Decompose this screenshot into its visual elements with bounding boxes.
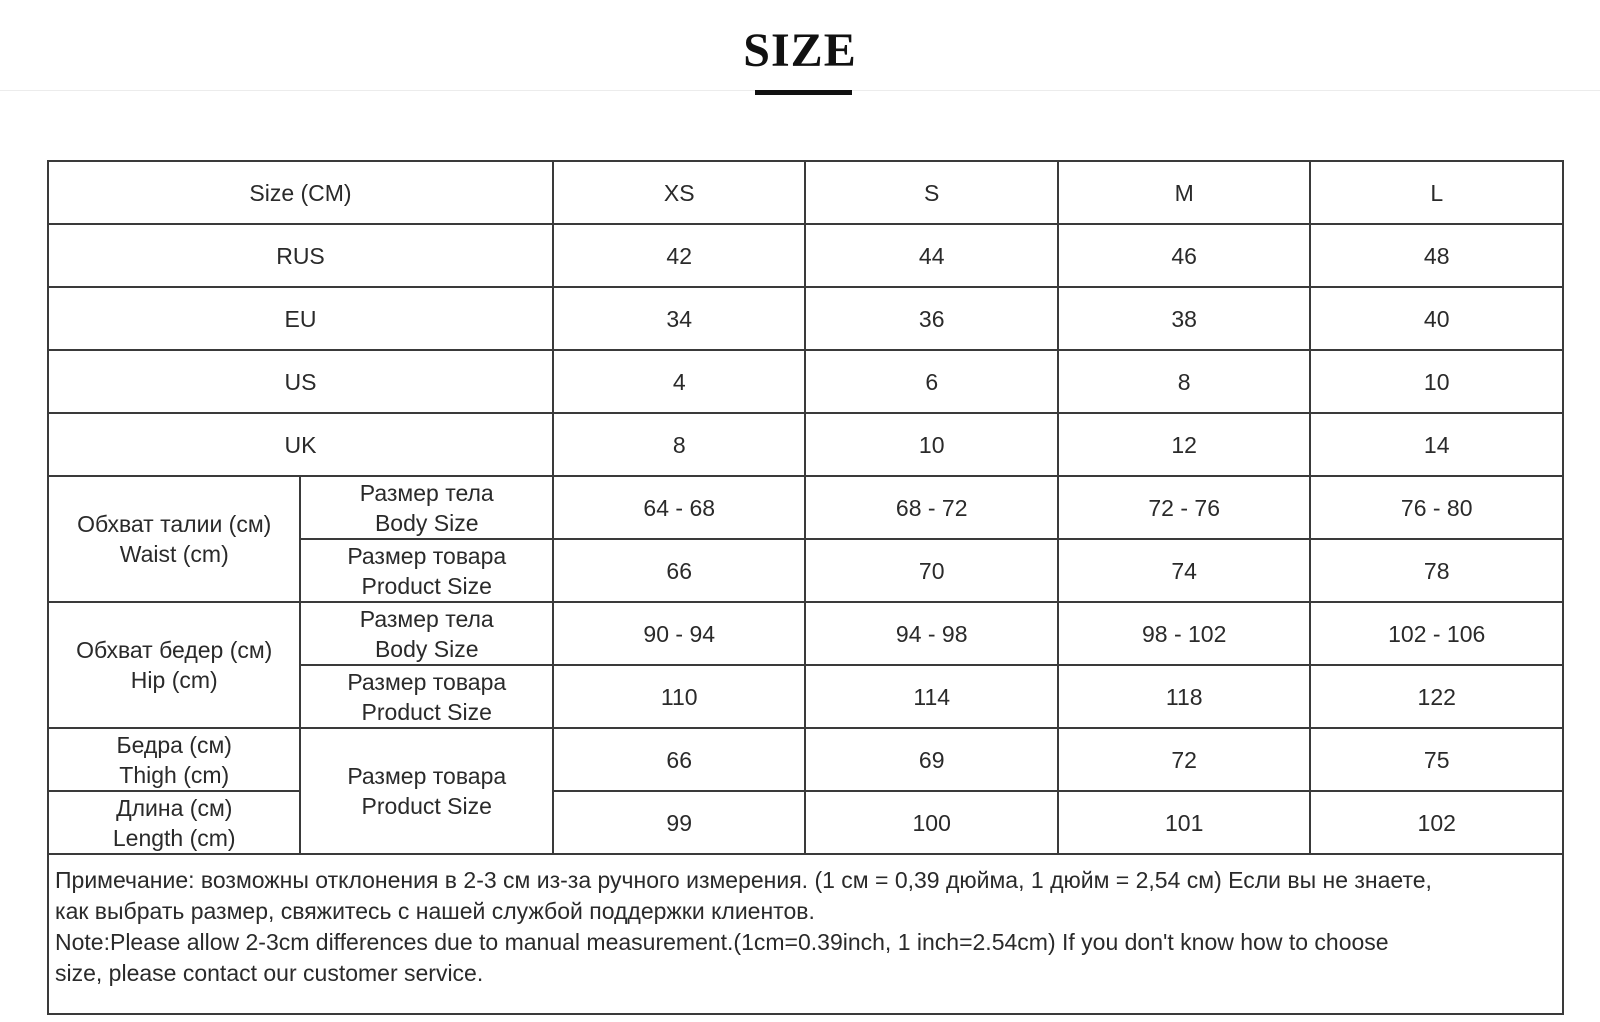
- table-cell: 36: [805, 287, 1057, 350]
- body-size-label: [300, 602, 553, 665]
- note-en-line-1: Note:Please allow 2-3cm differences due to manual measurement.(1cm=0.39inch, 1 inch=2.54cm) If you don't know how to choose: [55, 929, 1389, 955]
- table-row-us: [48, 350, 1563, 413]
- table-cell: 38: [1058, 287, 1310, 350]
- table-cell: 100: [805, 791, 1057, 854]
- body-size-label-ru: Размер тела: [359, 605, 494, 632]
- table-cell: 110: [553, 665, 805, 728]
- table-header-row: [48, 161, 1563, 224]
- note-cell: [48, 854, 1563, 1014]
- table-cell: 6: [805, 350, 1057, 413]
- table-cell: 94 - 98: [805, 602, 1057, 665]
- table-cell: 42: [553, 224, 805, 287]
- table-cell: 101: [1058, 791, 1310, 854]
- waist-label: [48, 476, 300, 602]
- product-size-label-en: Product Size: [361, 572, 492, 599]
- header-size-s: S: [805, 161, 1057, 224]
- row-label: EU: [48, 287, 553, 350]
- product-size-label: [300, 539, 553, 602]
- table-cell: 102 - 106: [1310, 602, 1563, 665]
- body-size-label-en: Body Size: [374, 635, 479, 662]
- table-cell: 66: [553, 728, 805, 791]
- note-ru-line-1: Примечание: возможны отклонения в 2-3 см из-за ручного измерения. (1 см = 0,39 дюйма, 1 дюйм = 2,54 см) Если вы не знаете,: [55, 867, 1432, 893]
- table-cell: 10: [805, 413, 1057, 476]
- table-cell: 76 - 80: [1310, 476, 1563, 539]
- header-size-cm: Size (CM): [48, 161, 553, 224]
- table-cell: 8: [1058, 350, 1310, 413]
- product-size-label-ru: Размер товара: [347, 668, 507, 695]
- table-cell: 66: [553, 539, 805, 602]
- row-label: US: [48, 350, 553, 413]
- table-cell: 78: [1310, 539, 1563, 602]
- table-cell: 48: [1310, 224, 1563, 287]
- table-cell: 40: [1310, 287, 1563, 350]
- table-cell: 122: [1310, 665, 1563, 728]
- hip-label-ru: Обхват бедер (см): [76, 637, 273, 663]
- table-row-length: [48, 791, 1563, 854]
- table-row-eu: [48, 287, 1563, 350]
- table-row-rus: [48, 224, 1563, 287]
- header-size-xs: XS: [553, 161, 805, 224]
- product-size-label: [300, 728, 553, 854]
- table-cell: 8: [553, 413, 805, 476]
- length-label-ru: Длина (см): [116, 794, 233, 821]
- table-row-uk: [48, 413, 1563, 476]
- table-cell: 72: [1058, 728, 1310, 791]
- table-cell: 64 - 68: [553, 476, 805, 539]
- table-cell: 114: [805, 665, 1057, 728]
- table-cell: 12: [1058, 413, 1310, 476]
- body-size-label-en: Body Size: [374, 509, 479, 536]
- table-cell: 68 - 72: [805, 476, 1057, 539]
- table-cell: 75: [1310, 728, 1563, 791]
- thigh-label-ru: Бедра (см): [116, 731, 232, 758]
- table-cell: 14: [1310, 413, 1563, 476]
- title-underline: [755, 90, 852, 95]
- table-cell: 69: [805, 728, 1057, 791]
- product-size-label-ru: Размер товара: [347, 763, 507, 789]
- table-cell: 74: [1058, 539, 1310, 602]
- table-row-note: [48, 854, 1563, 1014]
- table-cell: 72 - 76: [1058, 476, 1310, 539]
- body-size-label-ru: Размер тела: [359, 479, 494, 506]
- table-row-waist-body: [48, 476, 1563, 539]
- row-label: UK: [48, 413, 553, 476]
- table-cell: 34: [553, 287, 805, 350]
- note-en-line-2: size, please contact our customer service.: [55, 960, 484, 986]
- table-cell: 90 - 94: [553, 602, 805, 665]
- table-cell: 99: [553, 791, 805, 854]
- product-size-label-en: Product Size: [361, 793, 492, 819]
- waist-label-en: Waist (cm): [119, 541, 229, 567]
- product-size-label: [300, 665, 553, 728]
- row-label: RUS: [48, 224, 553, 287]
- length-label-en: Length (cm): [112, 824, 236, 851]
- thigh-label: [48, 728, 300, 791]
- table-cell: 98 - 102: [1058, 602, 1310, 665]
- table-cell: 46: [1058, 224, 1310, 287]
- product-size-label-en: Product Size: [361, 698, 492, 725]
- table-cell: 44: [805, 224, 1057, 287]
- table-cell: 4: [553, 350, 805, 413]
- header-size-m: M: [1058, 161, 1310, 224]
- table-cell: 102: [1310, 791, 1563, 854]
- header-size-l: L: [1310, 161, 1563, 224]
- note-ru-line-2: как выбрать размер, свяжитесь с нашей службой поддержки клиентов.: [55, 898, 815, 924]
- size-chart-table: [47, 160, 1564, 1015]
- table-cell: 10: [1310, 350, 1563, 413]
- waist-label-ru: Обхват талии (см): [77, 511, 272, 537]
- page-title: SIZE: [743, 24, 857, 77]
- table-row-hip-body: [48, 602, 1563, 665]
- product-size-label-ru: Размер товара: [347, 542, 507, 569]
- hip-label: [48, 602, 300, 728]
- table-cell: 70: [805, 539, 1057, 602]
- body-size-label: [300, 476, 553, 539]
- length-label: [48, 791, 300, 854]
- table-row-thigh: [48, 728, 1563, 791]
- table-cell: 118: [1058, 665, 1310, 728]
- thigh-label-en: Thigh (cm): [119, 761, 230, 788]
- hip-label-en: Hip (cm): [130, 667, 218, 693]
